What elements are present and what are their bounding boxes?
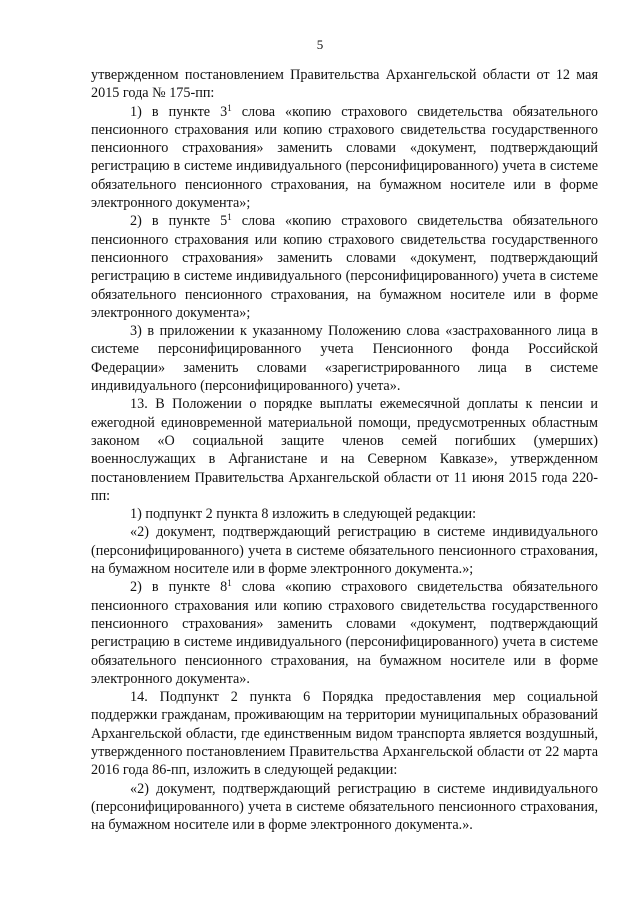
- paragraph-text: 14. Подпункт 2 пункта 6 Порядка предоставления мер социальной поддержки гражданам, проживающим на территории муниципальных образований Архангельской области, где единственным видом транспорта является воздушный, утвержденного постановлением Правительства Архангельской области от 22 марта 2016 года 86-пп, изложить в следующей редакции:: [91, 689, 598, 779]
- paragraph-text: 13. В Положении о порядке выплаты ежемесячной доплаты к пенсии и ежегодной единовременной материальной помощи, предусмотренных областным законом «О социальной защите членов семей погибших (умерших) военнослужащих в Афганистане и на Северном Кавказе», утвержденном постановлением Правительства Архангельской области от 11 июня 2015 года 220-пп:: [91, 396, 598, 504]
- paragraph: [91, 780, 598, 835]
- superscript: 1: [227, 578, 232, 589]
- paragraph: [91, 212, 598, 322]
- paragraph-text: слова «копию страхового свидетельства обязательного пенсионного страхования или копию страхового свидетельства государственного пенсионного страхования» заменить словами «документ, подтверждающий регистрацию в системе индивидуального (персонифицированного) учета в системе обязательного пенсионного страхования, на бумажном носителе или в форме электронного документа»;: [91, 213, 598, 321]
- paragraph-text: утвержденном постановлением Правительства Архангельской области от 12 мая 2015 года № 175-пп:: [91, 67, 598, 102]
- paragraph: [91, 103, 598, 213]
- paragraph-text: «2) документ, подтверждающий регистрацию в системе индивидуального (персонифицированного) учета в системе обязательного пенсионного страхования, на бумажном носителе или в форме электронного документа.».: [91, 780, 598, 834]
- paragraph-text: слова «копию страхового свидетельства обязательного пенсионного страхования или копию страхового свидетельства государственного пенсионного страхования» заменить словами «документ, подтверждающий регистрацию в системе индивидуального (персонифицированного) учета в системе обязательного пенсионного страхования, на бумажном носителе или в форме электронного документа»;: [91, 103, 598, 212]
- paragraph: [91, 505, 598, 523]
- paragraph: [91, 395, 598, 505]
- paragraph: [91, 578, 598, 688]
- paragraph: [91, 66, 598, 103]
- paragraph-text: 2) в пункте 8: [130, 579, 228, 596]
- paragraph-text: 1) в пункте 3: [130, 103, 228, 120]
- superscript: 1: [227, 212, 232, 223]
- paragraph-text: «2) документ, подтверждающий регистрацию в системе индивидуального (персонифицированного) учета в системе обязательного пенсионного страхования, на бумажном носителе или в форме электронного документа.»;: [91, 524, 598, 578]
- paragraph-text: 3) в приложении к указанному Положению слова «застрахованного лица в системе персонифицированного учета Пенсионного фонда Российской Федерации» заменить словами «зарегистрированного лица в системе индивидуального (персонифицированного) учета».: [91, 323, 598, 395]
- paragraph: [91, 688, 598, 779]
- paragraph: [91, 322, 598, 395]
- paragraph-text: 2) в пункте 5: [130, 213, 228, 230]
- document-body: [91, 66, 598, 834]
- paragraph: [91, 523, 598, 578]
- page-number: 5: [316, 37, 324, 52]
- superscript: 1: [227, 102, 232, 113]
- paragraph-text: слова «копию страхового свидетельства обязательного пенсионного страхования или копию страхового свидетельства государственного пенсионного страхования» заменить словами «документ, подтверждающий регистрацию в системе индивидуального (персонифицированного) учета в системе обязательного пенсионного страхования, на бумажном носителе или в форме электронного документа».: [91, 579, 598, 687]
- paragraph-text: 1) подпункт 2 пункта 8 изложить в следующей редакции:: [130, 506, 477, 523]
